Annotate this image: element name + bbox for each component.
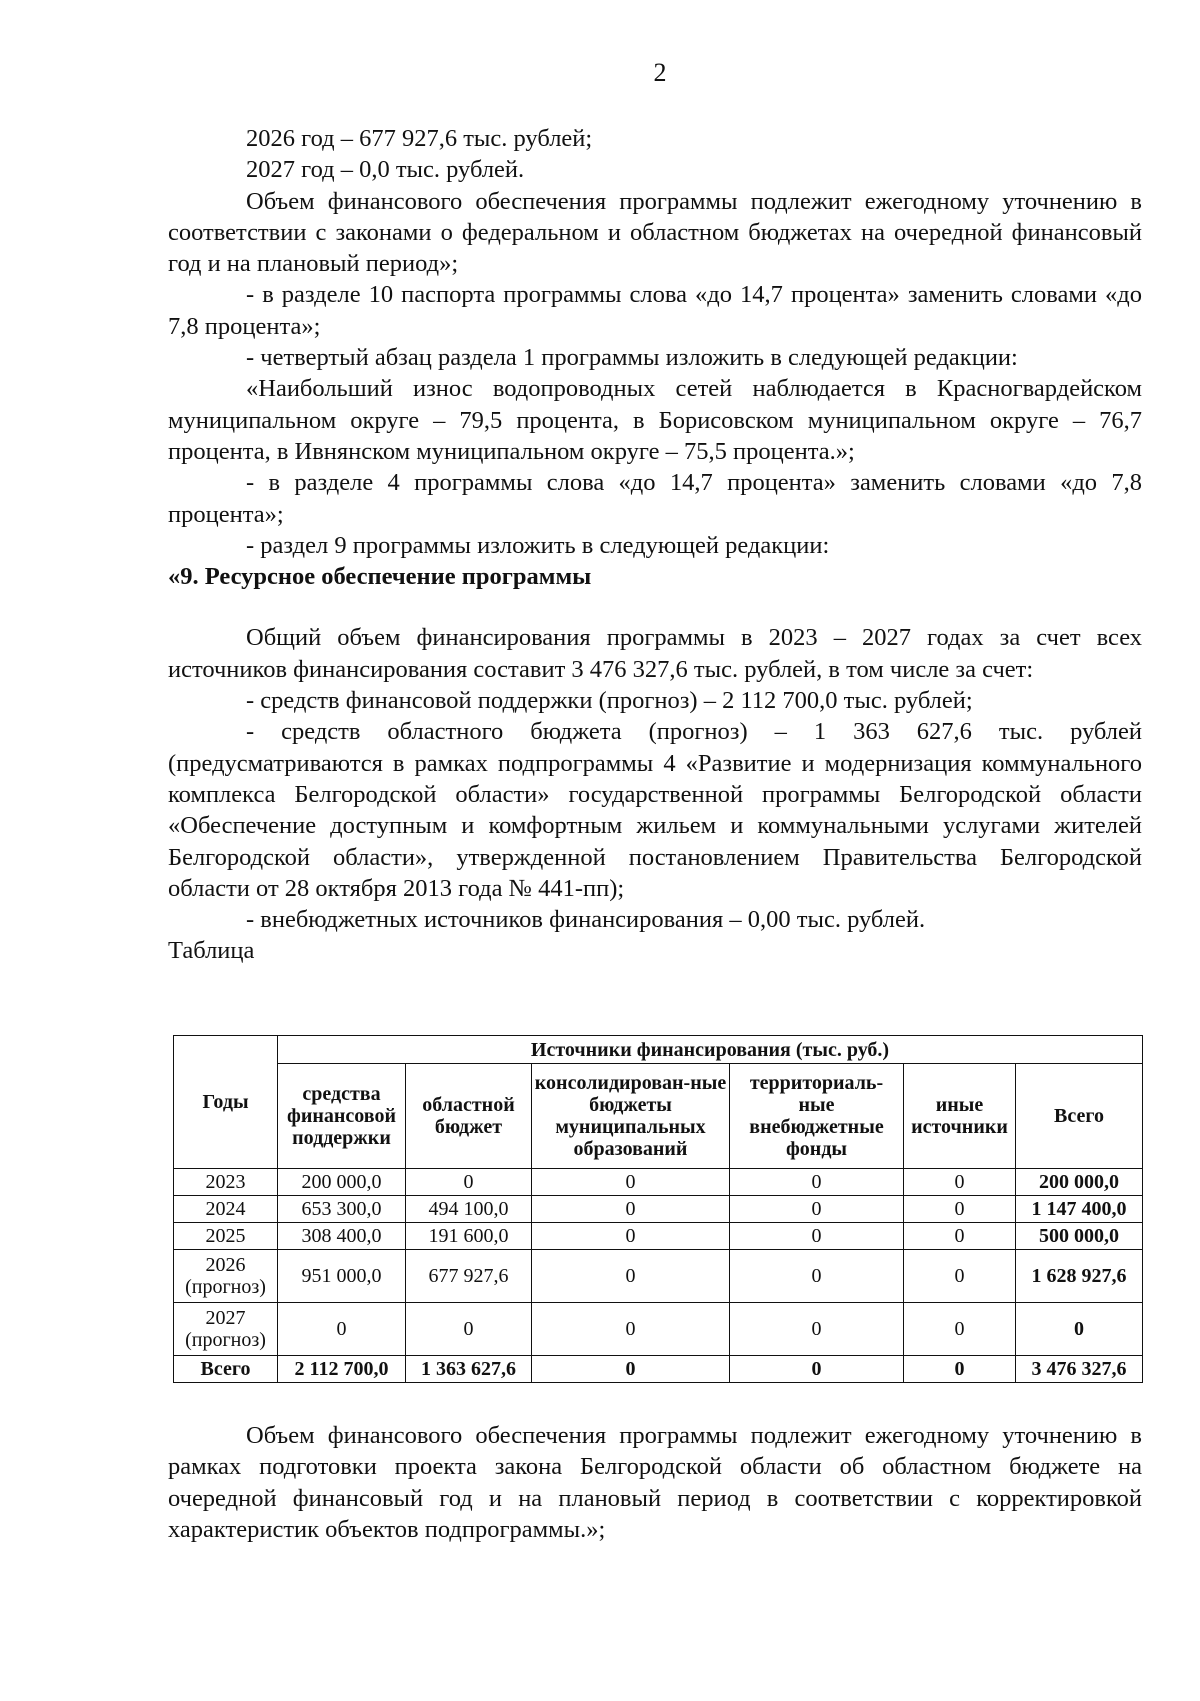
cell: 0: [904, 1303, 1016, 1356]
header-col: средства финансовой поддержки: [278, 1064, 406, 1169]
cell: 0: [532, 1169, 730, 1196]
table-total-row: [174, 1356, 1143, 1383]
cell: 653 300,0: [278, 1196, 406, 1223]
paragraph: - в разделе 4 программы слова «до 14,7 процента» заменить словами «до 7,8 процента»;: [168, 469, 1142, 528]
cell: 0: [532, 1196, 730, 1223]
cell: 0: [904, 1196, 1016, 1223]
header-years: Годы: [174, 1036, 278, 1169]
paragraph: - средств финансовой поддержки (прогноз) – 2 112 700,0 тыс. рублей;: [246, 687, 973, 715]
cell: 1 363 627,6: [406, 1356, 532, 1383]
header-col: консолидирован-ные бюджеты муниципальных образований: [532, 1064, 730, 1169]
paragraph: - четвертый абзац раздела 1 программы изложить в следующей редакции:: [246, 344, 1018, 372]
cell: 0: [730, 1356, 904, 1383]
cell: 494 100,0: [406, 1196, 532, 1223]
cell: 0: [406, 1303, 532, 1356]
cell-total: 200 000,0: [1016, 1169, 1143, 1196]
cell: 0: [532, 1303, 730, 1356]
closing-paragraph: Объем финансового обеспечения программы подлежит ежегодному уточнению в рамках подготовки проекта закона Белгородской области об областном бюджете на очередной финансовый год и на плановый период в соответствии с корректировкой характеристик объектов подпрограммы.»;: [168, 1422, 1142, 1543]
paragraph: - в разделе 10 паспорта программы слова «до 14,7 процента» заменить словами «до 7,8 процента»;: [168, 281, 1142, 340]
cell: 677 927,6: [406, 1250, 532, 1303]
cell-year: 2027 (прогноз): [174, 1303, 278, 1356]
paragraph: 2026 год – 677 927,6 тыс. рублей;: [246, 125, 593, 152]
cell: 0: [730, 1169, 904, 1196]
cell-total: 1 147 400,0: [1016, 1196, 1143, 1223]
cell: 0: [532, 1356, 730, 1383]
header-col: областной бюджет: [406, 1064, 532, 1169]
table-row: [174, 1303, 1143, 1356]
table-row: [174, 1223, 1143, 1250]
cell-total: 1 628 927,6: [1016, 1250, 1143, 1303]
paragraph: - внебюджетных источников финансирования – 0,00 тыс. рублей.: [246, 906, 926, 934]
cell: 0: [730, 1196, 904, 1223]
header-col: иные источники: [904, 1064, 1016, 1169]
cell: 951 000,0: [278, 1250, 406, 1303]
cell-year: 2026 (прогноз): [174, 1250, 278, 1303]
cell: 0: [532, 1250, 730, 1303]
cell: 191 600,0: [406, 1223, 532, 1250]
header-col: территориаль-ные внебюджетные фонды: [730, 1064, 904, 1169]
table-row: [174, 1196, 1143, 1223]
cell-total: 500 000,0: [1016, 1223, 1143, 1250]
cell: 0: [278, 1303, 406, 1356]
table-label: Таблица: [168, 937, 255, 965]
cell: 0: [904, 1250, 1016, 1303]
table-row: [174, 1250, 1143, 1303]
cell-total-label: Всего: [174, 1356, 278, 1383]
section-heading: «9. Ресурсное обеспечение программы: [168, 563, 592, 591]
table-row: [174, 1169, 1143, 1196]
header-sources: Источники финансирования (тыс. руб.): [278, 1036, 1143, 1064]
cell: 0: [730, 1223, 904, 1250]
paragraph: 2027 год – 0,0 тыс. рублей.: [246, 156, 525, 184]
cell-total: 0: [1016, 1303, 1143, 1356]
header-col: Всего: [1016, 1064, 1143, 1169]
cell-year: 2024: [174, 1196, 278, 1223]
cell: 0: [730, 1303, 904, 1356]
paragraph: «Наибольший износ водопроводных сетей наблюдается в Красногвардейском муниципальном округе – 79,5 процента, в Борисовском муниципальном округе – 76,7 процента, в Ивнянском муниципальном округе – 75,5 процента.»;: [168, 375, 1142, 465]
paragraph: - раздел 9 программы изложить в следующей редакции:: [246, 531, 830, 559]
cell: 0: [730, 1250, 904, 1303]
cell: 200 000,0: [278, 1169, 406, 1196]
cell-grand-total: 3 476 327,6: [1016, 1356, 1143, 1383]
cell: 0: [904, 1356, 1016, 1383]
cell: 0: [904, 1169, 1016, 1196]
financing-table: [173, 1035, 1143, 1383]
cell: 0: [406, 1169, 532, 1196]
paragraph: Общий объем финансирования программы в 2023 – 2027 годах за счет всех источников финансирования составит 3 476 327,6 тыс. рублей, в том числе за счет:: [168, 624, 1142, 683]
paragraph: Объем финансового обеспечения программы подлежит ежегодному уточнению в соответствии с законами о федеральном и областном бюджетах на очередной финансовый год и на плановый период»;: [168, 187, 1142, 278]
closing-section: [168, 1420, 1142, 1545]
document-body: [168, 123, 1142, 967]
cell: 0: [904, 1223, 1016, 1250]
cell: 2 112 700,0: [278, 1356, 406, 1383]
paragraph: - средств областного бюджета (прогноз) – 1 363 627,6 тыс. рублей (предусматриваются в рамках подпрограммы 4 «Развитие и модернизация коммунального комплекса Белгородской области» государственной программы Белгородской области «Обеспечение доступным и комфортным жильем и коммунальными услугами жителей Белгородской области», утвержденной постановлением Правительства Белгородской области от 28 октября 2013 года № 441-пп);: [168, 718, 1142, 902]
cell-year: 2023: [174, 1169, 278, 1196]
cell: 0: [532, 1223, 730, 1250]
cell-year: 2025: [174, 1223, 278, 1250]
page-number: 2: [653, 58, 667, 87]
cell: 308 400,0: [278, 1223, 406, 1250]
